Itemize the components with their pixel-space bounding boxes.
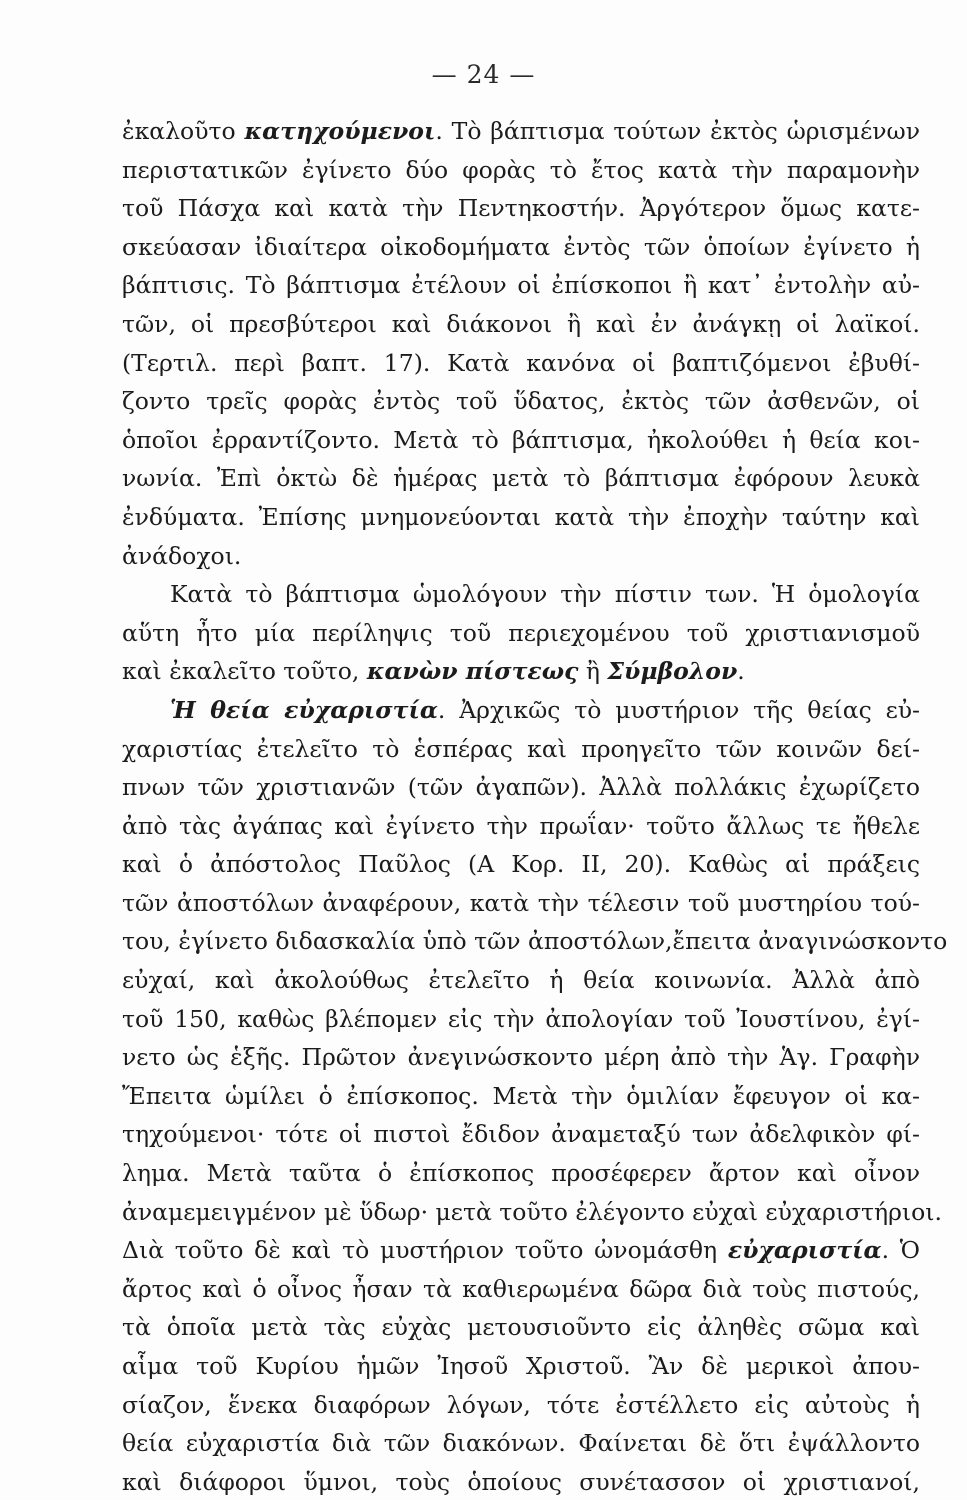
text-line [122,768,920,807]
emphasized-term: κατηχούμενοι [244,117,436,145]
text-line [122,807,920,846]
text-segment: ὁποῖοι ἐρραντίζοντο. Μετὰ τὸ βάπτισμα, ἠκολούθει ἡ θεία κοι- [122,425,920,454]
emphasized-term: εὐχαριστία [727,1236,882,1265]
text-segment: νωνία. Ἐπὶ ὀκτὼ δὲ ἡμέρας μετὰ τὸ βάπτισμα ἐφόρουν λευκὰ [122,464,920,493]
text-line [122,382,920,421]
text-line [122,1386,920,1425]
text-line [122,1115,920,1154]
text-segment: . Τὸ βάπτισμα τούτων ἐκτὸς ὡρισμένων [435,117,920,145]
emphasized-term: Ἡ θεία εὐχαριστία [170,695,438,724]
text-segment: σίαζον, ἕνεκα διαφόρων λόγων, τότε ἐστέλλετο εἰς αὐτοὺς ἡ [122,1390,920,1419]
text-segment: βάπτισις. Τὸ βάπτισμα ἐτέλουν οἱ ἐπίσκοποι ἢ κατ᾽ ἐντολὴν αὐ- [122,271,920,300]
text-segment: αὕτη ἦτο μία περίληψις τοῦ περιεχομένου τοῦ χριστιανισμοῦ [122,618,920,647]
text-line [122,1463,920,1501]
text-segment: πνων τῶν χριστιανῶν (τῶν ἀγαπῶν). Ἀλλὰ πολλάκις ἐχωρίζετο [122,773,920,802]
text-segment: του, ἐγίνετο διδασκαλία ὑπὸ τῶν ἀποστόλων,ἔπειτα ἀναγινώσκοντο [122,927,948,956]
text-line [122,421,920,460]
text-line [122,884,920,923]
text-segment: τηχούμενοι· τότε οἱ πιστοὶ ἔδιδον ἀναμεταξύ των ἀδελφικὸν φί- [122,1120,920,1149]
text-segment: χαριστίας ἐτελεῖτο τὸ ἑσπέρας καὶ προηγεῖτο τῶν κοινῶν δεί- [122,734,920,763]
text-segment: ἀνάδοχοι. [122,541,242,570]
text-line [122,228,920,267]
text-line [122,1424,920,1463]
text-segment: Διὰ τοῦτο δὲ καὶ τὸ μυστήριον τοῦτο ὠνομάσθη [122,1236,728,1265]
text-segment: θεία εὐχαριστία διὰ τῶν διακόνων. Φαίνεται δὲ ὅτι ἐψάλλοντο [122,1429,920,1458]
text-line [122,189,920,228]
text-segment: περιστατικῶν ἐγίνετο δύο φορὰς τὸ ἔτος κατὰ τὴν παραμονὴν [122,155,920,184]
text-segment: καὶ διάφοροι ὕμνοι, τοὺς ὁποίους συνέτασσον οἱ χριστιανοί, [122,1467,920,1496]
text-line [122,614,920,653]
text-segment: ἐκαλοῦτο [122,117,245,145]
text-segment: . Ἀρχικῶς τὸ μυστήριον τῆς θείας εὐ- [437,695,921,724]
text-segment: ἢ [578,657,608,686]
text-line [122,266,920,305]
text-line [122,730,920,769]
text-line [122,845,920,884]
text-line [122,1308,920,1347]
text-segment: ἐνδύματα. Ἐπίσης μνημονεύονται κατὰ τὴν ἐποχὴν ταύτην καὶ [122,502,920,531]
text-segment: . [737,657,745,686]
text-segment: ἀπὸ τὰς ἀγάπας καὶ ἐγίνετο τὴν πρωΐαν· τοῦτο ἄλλως τε ἤθελε [122,811,920,840]
text-line [122,1270,920,1309]
text-segment: εὐχαί, καὶ ἀκολούθως ἐτελεῖτο ἡ θεία κοινωνία. Ἀλλὰ ἀπὸ [122,966,920,995]
text-line [122,575,920,614]
text-segment: τῶν, οἱ πρεσβύτεροι καὶ διάκονοι ἢ καὶ ἐν ἀνάγκῃ οἱ λαϊκοί. [122,309,920,338]
text-segment: ἀναμεμειγμένον μὲ ὕδωρ· μετὰ τοῦτο ἐλέγοντο εὐχαὶ εὐχαριστήριοι. [122,1197,942,1226]
text-line [122,1038,920,1077]
text-line [122,1077,920,1116]
text-line [122,1193,942,1232]
text-line [122,922,948,961]
text-line [122,305,920,344]
text-segment: λημα. Μετὰ ταῦτα ὁ ἐπίσκοπος προσέφερεν ἄρτον καὶ οἶνον [122,1159,920,1188]
text-line [122,1231,920,1270]
page-number: — 24 — [431,60,536,89]
text-line [122,1000,920,1039]
emphasized-term: Σύμβολον [607,657,738,686]
text-line [122,498,920,537]
text-segment: τὰ ὁποῖα μετὰ τὰς εὐχὰς μετουσιοῦντο εἰς ἀληθὲς σῶμα καὶ [122,1313,920,1342]
text-segment: ἄρτος καὶ ὁ οἶνος ἦσαν τὰ καθιερωμένα δῶρα διὰ τοὺς πιστούς, [122,1274,920,1303]
body-text [122,112,948,1501]
text-segment: Ἔπειτα ὡμίλει ὁ ἐπίσκοπος. Μετὰ τὴν ὁμιλίαν ἔφευγον οἱ κα- [122,1081,920,1110]
text-line [122,961,920,1000]
text-line [122,1154,920,1193]
text-segment: καὶ ὁ ἀπόστολος Παῦλος (Α Κορ. ΙΙ, 20). Καθὼς αἱ πράξεις [122,850,920,879]
text-segment: τοῦ 150, καθὼς βλέπομεν εἰς τὴν ἀπολογίαν τοῦ Ἰουστίνου, ἐγί- [122,1004,920,1033]
text-segment: Κατὰ τὸ βάπτισμα ὡμολόγουν τὴν πίστιν των. Ἡ ὁμολογία [170,580,920,609]
text-segment: τοῦ Πάσχα καὶ κατὰ τὴν Πεντηκοστήν. Ἀργότερον ὅμως κατε- [122,194,920,223]
text-line [122,459,920,498]
text-segment: αἷμα τοῦ Κυρίου ἡμῶν Ἰησοῦ Χριστοῦ. Ἂν δὲ μερικοὶ ἀπου- [122,1352,920,1380]
text-segment: νετο ὡς ἑξῆς. Πρῶτον ἀνεγινώσκοντο μέρη ἀπὸ τὴν Ἁγ. Γραφὴν [122,1043,920,1072]
text-segment: . Ὁ [881,1236,921,1265]
text-line [122,151,920,190]
text-line [122,1347,920,1386]
emphasized-term: κανὼν πίστεως [366,657,579,686]
text-segment: ζοντο τρεῖς φορὰς ἐντὸς τοῦ ὕδατος, ἐκτὸς τῶν ἀσθενῶν, οἱ [122,387,920,416]
text-segment: τῶν ἀποστόλων ἀναφέρουν, κατὰ τὴν τέλεσιν τοῦ μυστηρίου τού- [122,888,920,917]
text-line [122,344,920,383]
text-line [122,112,920,151]
text-line [122,691,920,730]
text-line [122,537,920,576]
text-segment: σκεύασαν ἰδιαίτερα οἰκοδομήματα ἐντὸς τῶν ὁποίων ἐγίνετο ἡ [122,232,920,261]
text-segment: καὶ ἐκαλεῖτο τοῦτο, [122,657,367,686]
text-line [122,652,920,691]
text-segment: (Τερτιλ. περὶ βαπτ. 17). Κατὰ κανόνα οἱ βαπτιζόμενοι ἐβυθί- [122,348,920,377]
